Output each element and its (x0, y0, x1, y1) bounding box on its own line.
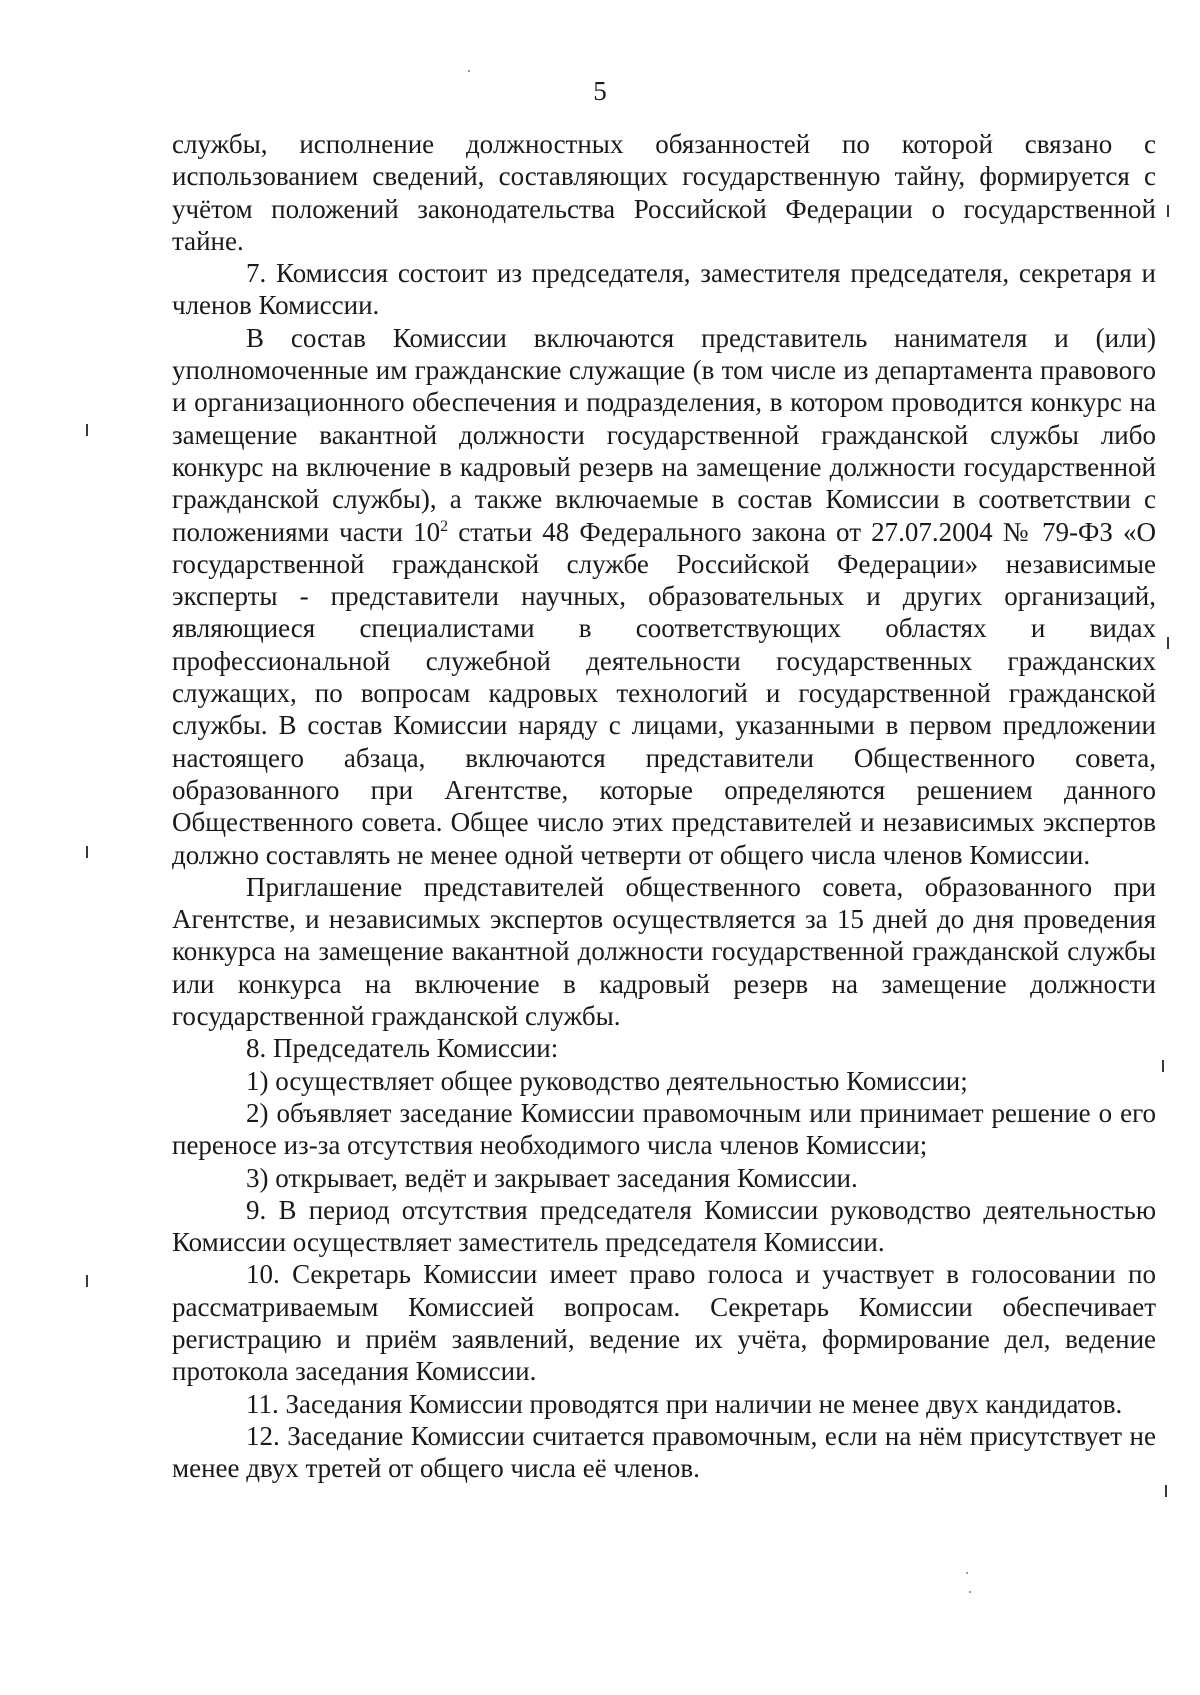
paragraph-item-9: 9. В период отсутствия председателя Комиссии руководство деятельностью Комиссии осуществляет заместитель председателя Комиссии. (172, 1194, 1156, 1258)
scan-mark (86, 846, 88, 858)
superscript: 2 (440, 517, 449, 535)
paragraph-commission-composition (172, 322, 1156, 871)
document-body (172, 128, 1156, 1484)
paragraph-item-8-2: 2) объявляет заседание Комиссии правомочным или принимает решение о его переносе из-за отсутствия необходимого числа членов Комиссии; (172, 1097, 1156, 1161)
scan-mark (1165, 1485, 1167, 1497)
paragraph-item-11: 11. Заседания Комиссии проводятся при наличии не менее двух кандидатов. (246, 1388, 1123, 1419)
scan-mark (1167, 637, 1169, 649)
page-number: 5 (593, 76, 607, 106)
scan-mark (86, 1275, 88, 1287)
scan-dot (969, 1591, 971, 1593)
paragraph-invitation: Приглашение представителей общественного совета, образованного при Агентстве, и независимых экспертов осуществляется за 15 дней до дня проведения конкурса на замещение вакантной должности государственной гражданской службы или конкурса на включение в кадровый резерв на замещение должности государственной гражданской службы. (172, 871, 1156, 1032)
scan-mark (86, 424, 88, 436)
paragraph-text-part: статьи 48 Федерального закона от 27.07.2004 № 79-ФЗ «О государственной гражданской службе Российской Федерации» независимые эксперты - представители научных, образовательных и других организаций, являющиеся специалистами в соответствующих областях и видах профессиональной служебной деятельности государственных гражданских служащих, по вопросам кадровых технологий и государственной гражданской службы. В состав Комиссии наряду с лицами, указанными в первом предложении настоящего абзаца, включаются представители Общественного совета, образованного при Агентстве, которые определяются решением данного Общественного совета. Общее число этих представителей и независимых экспертов должно составлять не менее одной четверти от общего числа членов Комиссии. (172, 516, 1156, 870)
paragraph-text-part: В состав Комиссии включаются представитель нанимателя и (или) уполномоченные им гражданские служащие (в том числе из департамента правового и организационного обеспечения и подразделения, в котором проводится конкурс на замещение вакантной должности государственной гражданской службы либо конкурс на включение в кадровый резерв на замещение должности государственной гражданской службы), а также включаемые в состав Комиссии в соответствии с положениями части 10 (172, 322, 1156, 547)
scan-dot (966, 1572, 968, 1574)
paragraph-item-12: 12. Заседание Комиссии считается правомочным, если на нём присутствует не менее двух третей от общего числа её членов. (172, 1420, 1156, 1484)
scan-mark (1162, 1060, 1164, 1072)
paragraph-continuation: службы, исполнение должностных обязанностей по которой связано с использованием сведений, составляющих государственную тайну, формируется с учётом положений законодательства Российской Федерации о государственной тайне. (172, 129, 1156, 256)
paragraph-item-7: 7. Комиссия состоит из председателя, заместителя председателя, секретаря и членов Комиссии. (172, 258, 1156, 321)
paragraph-item-8-1: 1) осуществляет общее руководство деятельностью Комиссии; (246, 1065, 968, 1096)
paragraph-item-8-3: 3) открывает, ведёт и закрывает заседания Комиссии. (246, 1162, 858, 1193)
scan-dot (468, 70, 470, 72)
scan-mark (1167, 205, 1169, 217)
paragraph-item-8: 8. Председатель Комиссии: (246, 1033, 559, 1064)
paragraph-item-10: 10. Секретарь Комиссии имеет право голоса и участвует в голосовании по рассматриваемым Комиссией вопросам. Секретарь Комиссии обеспечивает регистрацию и приём заявлений, ведение их учёта, формирование дел, ведение протокола заседания Комиссии. (172, 1259, 1156, 1387)
